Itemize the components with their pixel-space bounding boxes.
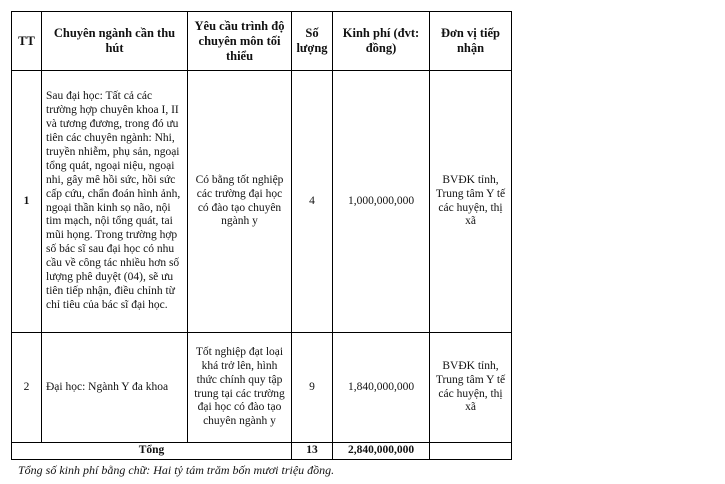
row-tt: 1 xyxy=(12,71,42,333)
row-tt: 2 xyxy=(12,333,42,443)
row-major: Đại học: Ngành Y đa khoa xyxy=(42,333,188,443)
total-quantity: 13 xyxy=(292,443,333,460)
recruitment-budget-table xyxy=(11,11,512,460)
row-requirement: Có bằng tốt nghiệp các trường đại học có đào tạo chuyên ngành y xyxy=(188,71,292,333)
total-label: Tổng xyxy=(12,443,292,460)
header-budget: Kinh phí (đvt: đồng) xyxy=(333,12,430,71)
header-requirement: Yêu cầu trình độ chuyên môn tối thiểu xyxy=(188,12,292,71)
row-unit: BVĐK tỉnh, Trung tâm Y tế các huyện, thị xã xyxy=(430,71,512,333)
budget-in-words: Tổng số kinh phí bằng chữ: Hai tỷ tám trăm bốn mươi triệu đồng. xyxy=(18,463,335,477)
row-major: Sau đại học: Tất cả các trường hợp chuyên khoa I, II và tương đương, trong đó ưu tiên các chuyên ngành: Nhi, truyền nhiễm, phụ sản, ngoại tổng quát, ngoại niệu, ngoại nhi, gây mê hồi sức, hồi sức cấp cứu, chẩn đoán hình ảnh, ngoại thần kinh sọ não, nội tim mạch, nội tổng quát, tai mũi họng. Trong trường hợp số bác sĩ sau đại học có nhu cầu về công tác nhiều hơn số lượng phê duyệt (04), sẽ ưu tiên tiếp nhận, điều chỉnh từ chỉ tiêu của bác sĩ đại học. xyxy=(42,71,188,333)
row-quantity: 4 xyxy=(292,71,333,333)
row-quantity: 9 xyxy=(292,333,333,443)
row-budget: 1,840,000,000 xyxy=(333,333,430,443)
header-major: Chuyên ngành cần thu hút xyxy=(42,12,188,71)
row-budget: 1,000,000,000 xyxy=(333,71,430,333)
header-tt: TT xyxy=(12,12,42,71)
table-header-row xyxy=(12,12,512,71)
header-unit: Đơn vị tiếp nhận xyxy=(430,12,512,71)
total-budget: 2,840,000,000 xyxy=(333,443,430,460)
total-unit-empty xyxy=(430,443,512,460)
total-row xyxy=(12,443,512,460)
header-quantity: Số lượng xyxy=(292,12,333,71)
table-row xyxy=(12,71,512,333)
table-row xyxy=(12,333,512,443)
row-unit: BVĐK tỉnh, Trung tâm Y tế các huyện, thị xã xyxy=(430,333,512,443)
row-requirement: Tốt nghiệp đạt loại khá trở lên, hình thức chính quy tập trung tại các trường đại học có đào tạo chuyên ngành y xyxy=(188,333,292,443)
